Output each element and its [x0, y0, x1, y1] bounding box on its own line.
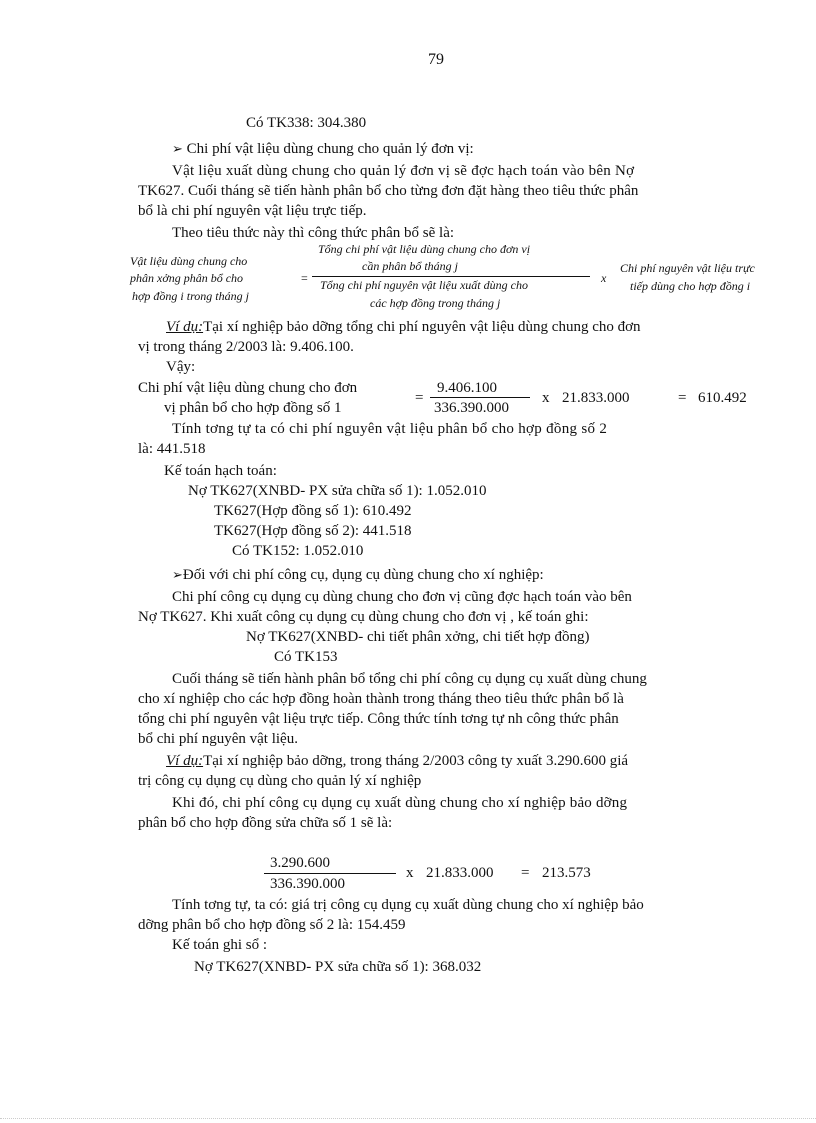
formula-numerator: cần phân bổ tháng j — [362, 259, 458, 273]
text-line: Chi phí công cụ dụng cụ dùng chung cho đơn vị cũng đợc hạch toán vào bên — [172, 589, 632, 605]
calc-times: x — [406, 865, 414, 881]
calc-label: vị phân bổ cho hợp đồng số 1 — [164, 400, 342, 416]
formula-left-line: Vật liệu dùng chung cho — [130, 254, 248, 268]
text-line: Nợ TK627. Khi xuất công cụ dụng cụ dùng chung cho đơn vị , kế toán ghi: — [138, 609, 589, 625]
arrow-bullet-icon: ➢ — [172, 142, 183, 157]
calc-numerator: 3.290.600 — [270, 855, 330, 871]
calc-times: x — [542, 390, 550, 406]
text-line: Kế toán hạch toán: — [164, 463, 277, 479]
text-line: Có TK338: 304.380 — [246, 115, 367, 131]
calc-label: Chi phí vật liệu dùng chung cho đơn — [138, 380, 358, 396]
calc-result-equals: = — [521, 865, 530, 881]
journal-entry: TK627(Hợp đồng số 2): 441.518 — [214, 523, 412, 539]
calc-factor: 21.833.000 — [562, 390, 630, 406]
journal-entry: Có TK153 — [274, 649, 338, 665]
formula-equals: = — [301, 271, 308, 285]
text-line: TK627. Cuối tháng sẽ tiến hành phân bổ cho từng đơn đặt hàng theo tiêu thức phân — [138, 183, 639, 199]
calc-numerator: 9.406.100 — [437, 380, 497, 396]
calc-result: 213.573 — [542, 865, 591, 881]
page-number: 79 — [428, 51, 444, 68]
text-line: Kế toán ghi sổ : — [172, 937, 267, 953]
calc-result: 610.492 — [698, 390, 747, 406]
calc-equals: = — [415, 390, 424, 406]
text-line: Khi đó, chi phí công cụ dụng cụ xuất dùng chung cho xí nghiệp bảo dỡng — [172, 795, 628, 811]
formula-right-line: Chi phí nguyên vật liệu trực — [620, 261, 755, 275]
text-line: trị công cụ dụng cụ dùng cho quản lý xí nghiệp — [138, 773, 422, 789]
example-line: Ví dụ:Tại xí nghiệp bảo dỡng tổng chi phí nguyên vật liệu dùng chung cho đơn — [166, 319, 641, 335]
page-bottom-edge — [0, 1118, 816, 1119]
text-line: cho xí nghiệp cho các hợp đồng hoàn thành trong tháng theo tiêu thức phân bổ là — [138, 691, 624, 707]
example-label: Ví dụ: — [166, 753, 204, 769]
text-line: bổ chi phí nguyên vật liệu. — [138, 731, 298, 747]
formula-right-line: tiếp dùng cho hợp đồng i — [630, 279, 751, 293]
text-line: bổ là chi phí nguyên vật liệu trực tiếp. — [138, 203, 367, 219]
text-line: tổng chi phí nguyên vật liệu trực tiếp. Công thức tính tơng tự nh công thức phân — [138, 711, 619, 727]
text-line: phân bổ cho hợp đồng sửa chữa số 1 sẽ là: — [138, 815, 393, 831]
example-label: Ví dụ: — [166, 319, 204, 335]
journal-entry: TK627(Hợp đồng số 1): 610.492 — [214, 503, 412, 519]
bullet-heading: ➢Đối với chi phí công cụ, dụng cụ dùng chung cho xí nghiệp: — [172, 567, 544, 583]
formula-left-line: phân xởng phân bổ cho — [130, 271, 244, 285]
formula-left-line: hợp đồng i trong tháng j — [132, 289, 249, 303]
text-line: Vật liệu xuất dùng chung cho quản lý đơn vị sẽ đợc hạch toán vào bên Nợ — [172, 163, 635, 179]
formula-denominator: các hợp đồng trong tháng j — [370, 296, 501, 310]
bullet-heading: ➢ Chi phí vật liệu dùng chung cho quản lý đơn vị: — [172, 141, 474, 157]
journal-entry: Nợ TK627(XNBD- PX sửa chữa số 1): 368.032 — [194, 959, 482, 975]
text-line: Tính tơng tự, ta có: giá trị công cụ dụng cụ xuất dùng chung cho xí nghiệp bảo — [172, 897, 644, 913]
fraction-bar — [430, 397, 530, 398]
example-line: Ví dụ:Tại xí nghiệp bảo dỡng, trong tháng 2/2003 công ty xuất 3.290.600 giá — [166, 753, 629, 769]
text-line: Vậy: — [166, 359, 196, 375]
calc-result-equals: = — [678, 390, 687, 406]
text-line: dỡng phân bổ cho hợp đồng số 2 là: 154.459 — [138, 917, 406, 933]
calc-factor: 21.833.000 — [426, 865, 494, 881]
formula-numerator: Tổng chi phí vật liệu dùng chung cho đơn vị — [318, 242, 531, 256]
journal-entry: Nợ TK627(XNBD- PX sửa chữa số 1): 1.052.010 — [188, 483, 487, 499]
text-line: Theo tiêu thức này thì công thức phân bổ sẽ là: — [172, 225, 455, 241]
calc-denominator: 336.390.000 — [270, 876, 345, 892]
text-line: là: 441.518 — [138, 441, 206, 457]
text-line: Tính tơng tự ta có chi phí nguyên vật liệu phân bổ cho hợp đồng số 2 — [172, 421, 608, 437]
fraction-bar — [312, 276, 590, 277]
arrow-bullet-icon: ➢ — [172, 568, 183, 583]
fraction-bar — [264, 873, 396, 874]
calc-denominator: 336.390.000 — [434, 400, 509, 416]
text-line: Cuối tháng sẽ tiến hành phân bổ tổng chi phí công cụ dụng cụ xuất dùng chung — [172, 671, 647, 687]
text-line: vị trong tháng 2/2003 là: 9.406.100. — [138, 339, 354, 355]
formula-times: x — [601, 271, 607, 285]
journal-entry: Có TK152: 1.052.010 — [232, 543, 364, 559]
journal-entry: Nợ TK627(XNBD- chi tiết phân xởng, chi tiết hợp đồng) — [246, 629, 590, 645]
formula-denominator: Tổng chi phí nguyên vật liệu xuất dùng cho — [320, 278, 528, 292]
